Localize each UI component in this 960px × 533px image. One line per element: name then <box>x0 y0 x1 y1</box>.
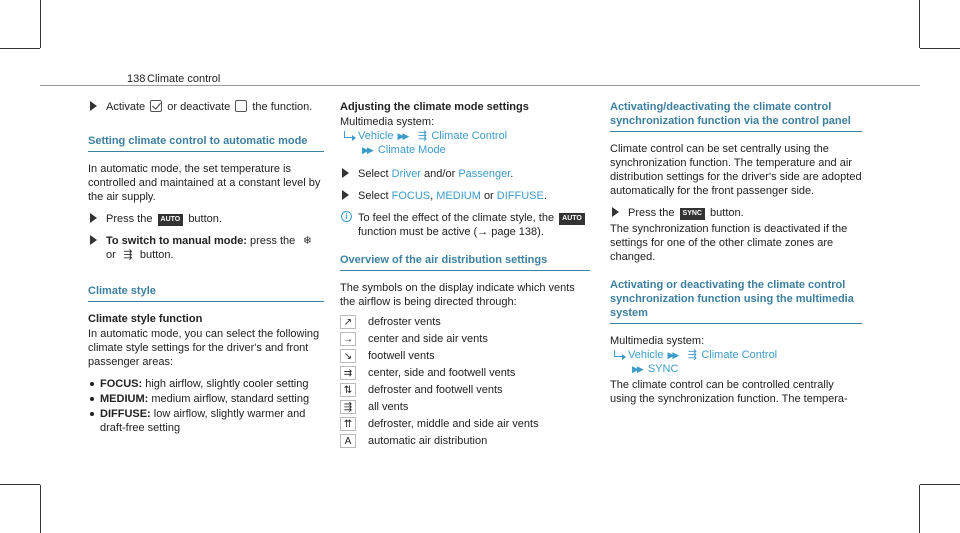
double-chevron-icon: ▶▶ <box>397 131 408 141</box>
list-item: DIFFUSE: low airflow, slightly warmer and draft-free setting <box>88 407 324 435</box>
center-side-vents-icon: → <box>340 332 356 346</box>
section-title: Overview of the air distribution settings <box>340 253 590 271</box>
style-list <box>88 377 324 435</box>
step-arrow-icon <box>90 101 97 111</box>
step-manual-mode: To switch to manual mode: press the ❄ or ⇶ button. <box>88 234 324 262</box>
sync-button-icon: SYNC <box>680 208 705 220</box>
list-item: ↗ defroster vents <box>340 313 590 330</box>
checkbox-checked-icon <box>150 100 162 112</box>
crop-mark <box>919 0 920 48</box>
path-start-icon <box>614 350 622 357</box>
symbol-list <box>340 313 590 449</box>
list-item: ⇈ defroster, middle and side air vents <box>340 415 590 432</box>
list-item: ⇅ defroster and footwell vents <box>340 381 590 398</box>
menu-path: Vehicle ▶▶ ⇶ Climate Control ▶▶ Climate Mode <box>340 129 590 157</box>
page-number: 138 <box>127 73 146 85</box>
paragraph: The synchronization function is deactivated if the settings for one of the other climate zones are changed. <box>610 223 848 263</box>
section-title: Setting climate control to automatic mode <box>88 134 324 152</box>
all-vents-icon: ⇶ <box>340 400 356 414</box>
step-press-auto: Press the AUTO button. <box>88 212 324 226</box>
auto-button-icon: AUTO <box>559 213 585 225</box>
crop-mark <box>40 0 41 48</box>
info-icon: i <box>341 211 352 222</box>
air-distribution-icon: ⇶ <box>123 249 133 261</box>
step-select-style: Select FOCUS, MEDIUM or DIFFUSE. <box>340 189 590 203</box>
footwell-vents-icon: ↘ <box>340 349 356 363</box>
path-start-icon <box>344 131 352 138</box>
step-press-sync: Press the SYNC button. <box>610 206 862 220</box>
climate-icon: ⇶ <box>417 130 427 142</box>
paragraph: Climate control can be set centrally using the synchronization function. The temperature and air distribution settings for the driver's side are adopted automatically for the front passenger side. <box>610 143 862 197</box>
paragraph: The symbols on the display indicate which vents the airflow is being directed through: <box>340 282 575 308</box>
step-arrow-icon <box>342 190 349 200</box>
step-activate: Activate or deactivate the function. <box>88 100 324 114</box>
defroster-vents-icon: ↗ <box>340 315 356 329</box>
fan-icon: ❄ <box>302 235 312 247</box>
paragraph: In automatic mode, the set temperature is controlled and maintained at a constant level by the air supply. <box>88 163 321 203</box>
list-item: MEDIUM: medium airflow, standard setting <box>88 392 324 406</box>
crop-mark <box>0 484 40 485</box>
checkbox-empty-icon <box>235 100 247 112</box>
menu-path: Vehicle ▶▶ ⇶ Climate Control ▶▶ SYNC <box>610 348 862 376</box>
center-side-footwell-vents-icon: ⇉ <box>340 366 356 380</box>
defroster-middle-side-vents-icon: ⇈ <box>340 417 356 431</box>
defroster-footwell-vents-icon: ⇅ <box>340 383 356 397</box>
step-select-zone: Select Driver and/or Passenger. <box>340 167 590 181</box>
crop-mark <box>40 485 41 533</box>
automatic-distribution-icon: A <box>340 434 356 448</box>
multimedia-label: Multimedia system: <box>340 116 435 128</box>
section-title: Climate style <box>88 284 324 302</box>
list-item: A automatic air distribution <box>340 432 590 449</box>
step-arrow-icon <box>342 168 349 178</box>
page-header <box>40 70 920 86</box>
subsection-title: Adjusting the climate mode settings <box>340 101 529 113</box>
list-item: ⇉ center, side and footwell vents <box>340 364 590 381</box>
crop-mark <box>0 48 40 49</box>
list-item: → center and side air vents <box>340 330 590 347</box>
list-item: ⇶ all vents <box>340 398 590 415</box>
multimedia-label: Multimedia system: <box>610 335 705 347</box>
double-chevron-icon: ▶▶ <box>632 364 642 374</box>
auto-button-icon: AUTO <box>158 214 184 226</box>
double-chevron-icon: ▶▶ <box>667 350 678 360</box>
paragraph: The climate control can be controlled centrally using the synchronization function. The tempera- <box>610 379 848 405</box>
column-middle <box>340 100 590 449</box>
column-right <box>610 100 862 414</box>
page-title: Climate control <box>147 73 221 85</box>
section-title: Activating or deactivating the climate control synchronization function using the multimedia system <box>610 278 862 324</box>
climate-icon: ⇶ <box>687 349 697 361</box>
crop-mark <box>920 48 960 49</box>
double-chevron-icon: ▶▶ <box>362 145 372 155</box>
section-title: Activating/deactivating the climate control synchronization function via the control panel <box>610 100 862 132</box>
crop-mark <box>920 484 960 485</box>
info-note: i To feel the effect of the climate style, the AUTO function must be active (→ page 138). <box>340 211 590 239</box>
step-arrow-icon <box>612 207 619 217</box>
step-arrow-icon <box>90 213 97 223</box>
list-item: ↘ footwell vents <box>340 347 590 364</box>
paragraph: In automatic mode, you can select the following climate style settings for the driver's and front passenger areas: <box>88 328 320 368</box>
crop-mark <box>919 485 920 533</box>
column-left <box>88 100 324 436</box>
step-arrow-icon <box>90 235 97 245</box>
list-item: FOCUS: high airflow, slightly cooler setting <box>88 377 324 391</box>
subsection-title: Climate style function <box>88 313 203 325</box>
